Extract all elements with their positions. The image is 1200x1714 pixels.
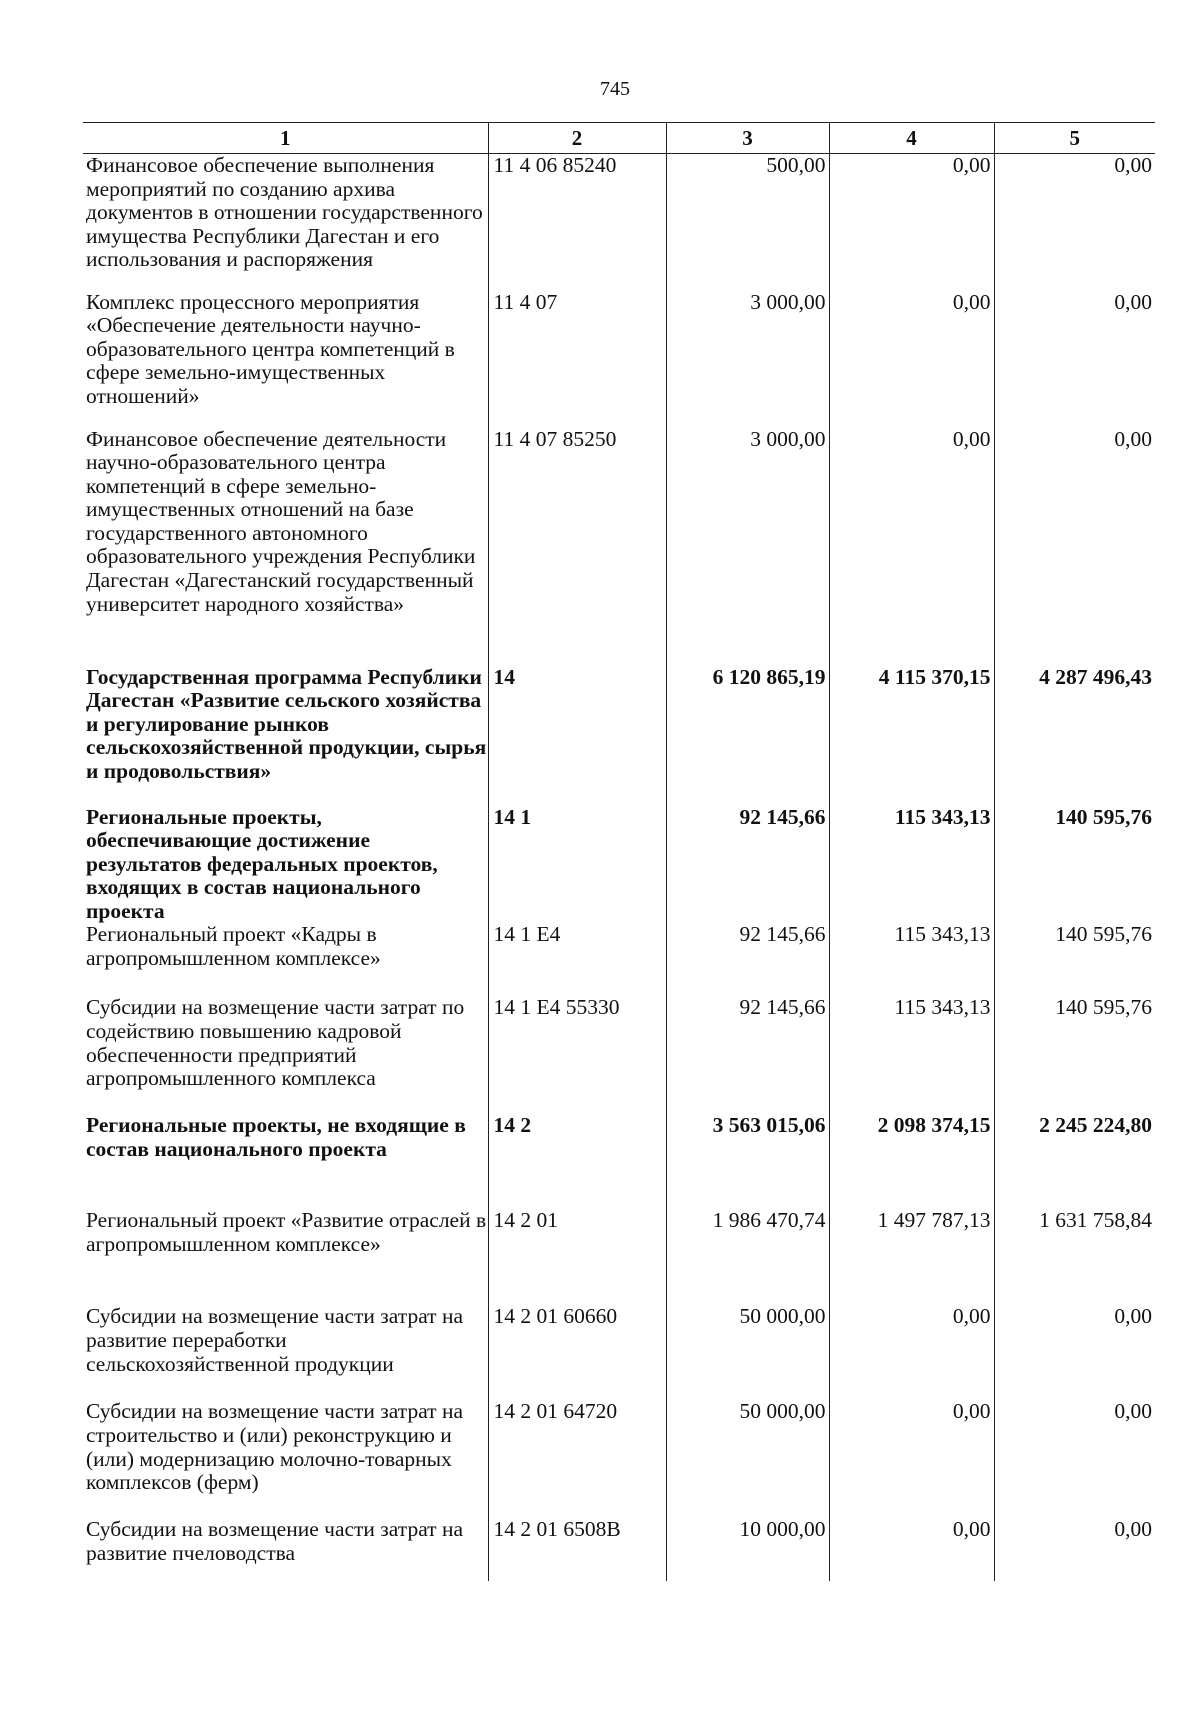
row-value-4: 115 343,13 [829, 923, 994, 996]
row-code: 14 2 [488, 1114, 666, 1209]
row-value-3: 10 000,00 [666, 1518, 829, 1581]
row-value-3: 92 145,66 [666, 996, 829, 1114]
row-value-4: 0,00 [829, 1518, 994, 1581]
table-row [83, 1114, 1155, 1209]
row-name: Субсидии на возмещение части затрат по содействию повышению кадровой обеспеченности предприятий агропромышленного комплекса [86, 995, 465, 1091]
row-value-4: 2 098 374,15 [829, 1114, 994, 1209]
row-value-3: 50 000,00 [666, 1400, 829, 1518]
row-code: 14 2 01 60660 [488, 1305, 666, 1400]
table-row [83, 1518, 1155, 1581]
row-name: Региональные проекты, не входящие в состав национального проекта [86, 1113, 466, 1162]
row-value-3: 3 563 015,06 [666, 1114, 829, 1209]
header-row [83, 123, 1155, 154]
row-value-5: 140 595,76 [994, 996, 1155, 1114]
column-header-4: 4 [829, 123, 994, 154]
row-value-4: 1 497 787,13 [829, 1209, 994, 1305]
table-row [83, 1209, 1155, 1305]
row-value-5: 140 595,76 [994, 806, 1155, 924]
row-name: Субсидии на возмещение части затрат на развитие пчеловодства [86, 1517, 463, 1566]
row-value-5: 4 287 496,43 [994, 666, 1155, 806]
row-value-4: 0,00 [829, 428, 994, 666]
row-name: Региональный проект «Кадры в агропромышленном комплексе» [86, 922, 381, 971]
row-value-3: 92 145,66 [666, 923, 829, 996]
row-name: Государственная программа Республики Дагестан «Развитие сельского хозяйства и регулирование рынков сельскохозяйственной продукции, сырья и продовольствия» [86, 664, 487, 783]
row-value-5: 0,00 [994, 1518, 1155, 1581]
budget-table [83, 122, 1155, 1581]
row-code: 14 1 E4 55330 [488, 996, 666, 1114]
row-value-5: 0,00 [994, 154, 1155, 291]
row-name: Финансовое обеспечение деятельности научно-образовательного центра компетенций в сфере земельно-имущественных отношений на базе государственного автономного образовательного учреждения Республики Дагестан «Дагестанский государственный университет народного хозяйства» [86, 426, 476, 616]
row-value-4: 4 115 370,15 [829, 666, 994, 806]
table-row [83, 1400, 1155, 1518]
row-code: 14 2 01 [488, 1209, 666, 1305]
row-value-5: 0,00 [994, 428, 1155, 666]
row-value-3: 6 120 865,19 [666, 666, 829, 806]
row-value-3: 1 986 470,74 [666, 1209, 829, 1305]
row-name: Финансовое обеспечение выполнения мероприятий по созданию архива документов в отношении государственного имущества Республики Дагестан и его использования и распоряжения [86, 153, 483, 272]
row-code: 11 4 07 [488, 291, 666, 428]
row-value-4: 0,00 [829, 291, 994, 428]
row-value-3: 3 000,00 [666, 291, 829, 428]
row-code: 14 1 [488, 806, 666, 924]
row-value-5: 2 245 224,80 [994, 1114, 1155, 1209]
row-code: 11 4 06 85240 [488, 154, 666, 291]
row-name: Субсидии на возмещение части затрат на развитие переработки сельскохозяйственной продукции [86, 1304, 463, 1376]
table-row [83, 428, 1155, 666]
row-value-5: 0,00 [994, 291, 1155, 428]
table-row [83, 666, 1155, 806]
table-row [83, 1305, 1155, 1400]
table-row [83, 154, 1155, 291]
page-number: 745 [600, 78, 630, 100]
row-value-5: 1 631 758,84 [994, 1209, 1155, 1305]
table-row [83, 806, 1155, 924]
column-header-5: 5 [994, 123, 1155, 154]
row-value-4: 0,00 [829, 1305, 994, 1400]
row-name: Субсидии на возмещение части затрат на строительство и (или) реконструкцию и (или) модернизацию молочно-товарных комплексов (ферм) [86, 1399, 463, 1495]
row-code: 14 [488, 666, 666, 806]
row-value-5: 140 595,76 [994, 923, 1155, 996]
row-value-3: 3 000,00 [666, 428, 829, 666]
row-value-4: 115 343,13 [829, 806, 994, 924]
row-value-4: 115 343,13 [829, 996, 994, 1114]
row-value-5: 0,00 [994, 1400, 1155, 1518]
row-name: Региональный проект «Развитие отраслей в агропромышленном комплексе» [86, 1208, 487, 1257]
row-value-3: 92 145,66 [666, 806, 829, 924]
row-name: Комплекс процессного мероприятия «Обеспечение деятельности научно-образовательного центра компетенций в сфере земельно-имущественных отношений» [86, 289, 455, 408]
row-value-3: 50 000,00 [666, 1305, 829, 1400]
table-row [83, 291, 1155, 428]
row-value-4: 0,00 [829, 1400, 994, 1518]
column-header-2: 2 [488, 123, 666, 154]
row-code: 14 2 01 6508B [488, 1518, 666, 1581]
table-row [83, 996, 1155, 1114]
row-name: Региональные проекты, обеспечивающие достижение результатов федеральных проектов, входящих в состав национального проекта [86, 804, 438, 923]
row-code: 14 2 01 64720 [488, 1400, 666, 1518]
row-code: 14 1 E4 [488, 923, 666, 996]
table-row [83, 923, 1155, 996]
row-value-3: 500,00 [666, 154, 829, 291]
row-code: 11 4 07 85250 [488, 428, 666, 666]
column-header-1: 1 [83, 123, 488, 154]
row-value-5: 0,00 [994, 1305, 1155, 1400]
row-value-4: 0,00 [829, 154, 994, 291]
column-header-3: 3 [666, 123, 829, 154]
